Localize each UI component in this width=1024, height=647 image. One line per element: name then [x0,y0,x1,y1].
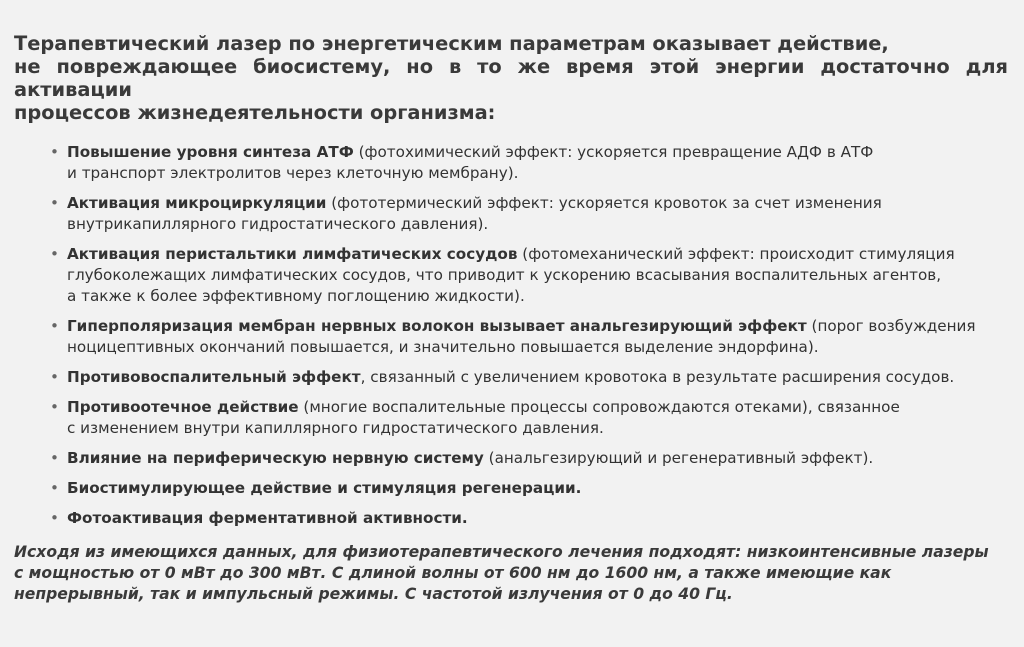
list-item [50,193,1008,235]
benefit-title: Влияние на периферическую нервную систему [67,449,484,467]
intro-line: Терапевтический лазер по энергетическим параметрам оказывает действие, [14,32,889,55]
benefits-list [14,142,1008,529]
benefit-title: Фотоактивация ферментативной активности. [67,509,468,527]
benefit-description: и транспорт электролитов через клеточную мембрану). [67,164,519,182]
benefit-description: (анальгезирующий и регенеративный эффект). [483,449,874,467]
benefit-title: Активация перистальтики лимфатических сосудов [67,245,518,263]
benefit-description: с изменением внутри капиллярного гидростатического давления. [67,419,604,437]
benefit-description: (порог возбуждения [806,317,976,335]
list-item [50,478,1008,499]
benefit-description: (фотохимический эффект: ускоряется превращение АДФ в АТФ [353,143,874,161]
benefit-description: (фототермический эффект: ускоряется кровоток за счет изменения [326,194,882,212]
bullet-icon: • [50,368,59,386]
conclusion-paragraph [14,542,1008,605]
list-item [50,508,1008,529]
conclusion-line: с мощностью от 0 мВт до 300 мВт. С длиной волны от 600 нм до 1600 нм, а также имеющие как [14,564,892,582]
bullet-icon: • [50,143,59,161]
conclusion-line: Исходя из имеющихся данных, для физиотерапевтического лечения подходят: низкоинтенсивные лазеры [14,543,989,561]
bullet-icon: • [50,398,59,416]
benefit-title: Повышение уровня синтеза АТФ [67,143,354,161]
benefit-description: а также к более эффективному поглощению жидкости). [67,287,525,305]
list-item [50,142,1008,184]
conclusion-line: непрерывный, так и импульсный режимы. С частотой излучения от 0 до 40 Гц. [14,585,733,603]
benefit-description: внутрикапиллярного гидростатического давления). [67,215,489,233]
benefit-description: (многие воспалительные процессы сопровождаются отеками), связанное [298,398,900,416]
bullet-icon: • [50,509,59,527]
benefit-title: Активация микроциркуляции [67,194,327,212]
benefit-description: ноцицептивных окончаний повышается, и значительно повышается выделение эндорфина). [67,338,819,356]
bullet-icon: • [50,194,59,212]
benefit-title: Противовоспалительный эффект [67,368,361,386]
bullet-icon: • [50,479,59,497]
benefit-description: (фотомеханический эффект: происходит стимуляция [517,245,955,263]
list-item [50,244,1008,307]
intro-paragraph [14,32,1008,124]
list-item [50,397,1008,439]
article-body [14,32,1008,605]
list-item [50,367,1008,388]
bullet-icon: • [50,449,59,467]
benefit-title: Гиперполяризация мембран нервных волокон вызывает анальгезирующий эффект [67,317,807,335]
benefit-description: глубоколежащих лимфатических сосудов, что приводит к ускорению всасывания воспалительных агентов, [67,266,942,284]
benefit-description: , связанный с увеличением кровотока в результате расширения сосудов. [360,368,955,386]
bullet-icon: • [50,317,59,335]
benefit-title: Противоотечное действие [67,398,299,416]
intro-line: не повреждающее биосистему, но в то же время этой энергии достаточно для активации [14,55,1008,101]
benefit-title: Биостимулирующее действие и стимуляция регенерации. [67,479,582,497]
list-item [50,448,1008,469]
intro-line: процессов жизнедеятельности организма: [14,101,496,124]
bullet-icon: • [50,245,59,263]
list-item [50,316,1008,358]
